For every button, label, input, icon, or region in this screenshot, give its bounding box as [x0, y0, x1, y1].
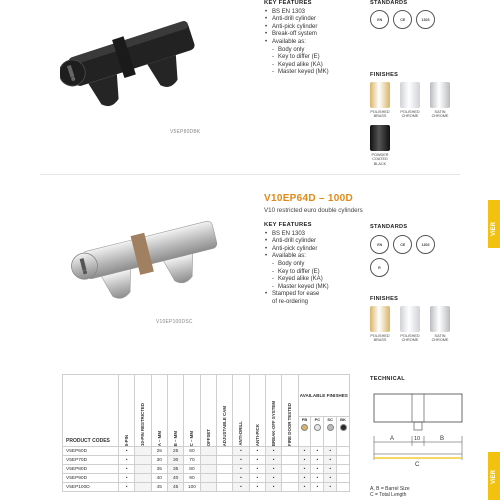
product-code-cell: V5EP80D [63, 465, 119, 474]
dim-label-c: C [415, 462, 420, 468]
key-feature-item: • BS EN 1303 [264, 9, 329, 17]
section-tab-label: VIER [491, 469, 497, 484]
table-cell: • [324, 483, 337, 492]
key-feature-item: - Master keyed (MK) [264, 69, 329, 77]
table-cell [200, 483, 216, 492]
finish-dot-icon [340, 424, 347, 431]
technical-note-1: A, B = Barrel Size [370, 486, 410, 492]
table-cell: • [311, 456, 324, 465]
cylinder-finish-icon [400, 306, 420, 332]
available-finishes-header: AVAILABLE FINISHES [298, 375, 349, 417]
key-feature-item: • Anti-pick cylinder [264, 246, 329, 254]
table-cell: 45 [167, 483, 183, 492]
finish-label: SATIN CHROME [431, 334, 449, 343]
product-code-cell: V5EP70D [63, 456, 119, 465]
table-cell: 90 [184, 474, 200, 483]
table-cell: 40 [151, 474, 167, 483]
table-cell [200, 474, 216, 483]
key-feature-item: - Key to differ (E) [264, 54, 329, 62]
table-cell: 60 [184, 447, 200, 456]
table-cell: • [119, 447, 135, 456]
table-cell: 70 [184, 456, 200, 465]
product-code-cell: V5EP60D [63, 447, 119, 456]
table-cell: • [233, 483, 249, 492]
finish-swatch [368, 306, 392, 343]
finish-dot-icon [314, 424, 321, 431]
table-cell: • [298, 456, 311, 465]
key-feature-item: - Keyed alike (KA) [264, 62, 329, 70]
table-cell: • [265, 483, 281, 492]
table-cell [282, 465, 298, 474]
technical-heading: TECHNICAL [370, 376, 406, 382]
product-subtitle: V10 restricted euro double cylinders [264, 207, 363, 214]
finishes-heading: FINISHES [370, 296, 399, 302]
column-header: C – MM [184, 375, 200, 447]
table-cell [282, 474, 298, 483]
table-cell [337, 465, 350, 474]
table-cell: 35 [151, 465, 167, 474]
table-cell: • [311, 465, 324, 474]
finish-label: SATIN CHROME [431, 110, 449, 119]
table-cell [135, 483, 151, 492]
column-header: ANTI-DRILL [233, 375, 249, 447]
table-cell: 45 [151, 483, 167, 492]
cylinder-finish-icon [430, 306, 450, 332]
finish-swatch [398, 82, 422, 119]
column-header: ANTI-PICK [249, 375, 265, 447]
table-row [63, 447, 350, 456]
table-cell: 35 [167, 465, 183, 474]
dim-label-10: 10 [414, 436, 421, 442]
table-cell [216, 483, 232, 492]
table-cell: • [119, 474, 135, 483]
finish-swatch [368, 82, 392, 119]
dim-label-a: A [390, 436, 395, 442]
chrome-cylinder-image [70, 206, 230, 306]
dim-label-b: B [440, 436, 445, 442]
table-cell: • [311, 474, 324, 483]
table-cell: • [298, 465, 311, 474]
product-codes-header: PRODUCT CODES [63, 375, 119, 447]
table-cell [282, 447, 298, 456]
cylinder-finish-icon [370, 82, 390, 108]
key-feature-item: of re-ordering [272, 298, 309, 305]
key-feature-item: • Available as: [264, 39, 329, 47]
standards-heading: STANDARDS [370, 0, 408, 6]
key-features-list [264, 231, 329, 307]
table-cell [135, 456, 151, 465]
table-cell: • [324, 474, 337, 483]
table-cell: 25 [167, 447, 183, 456]
product-section-v10 [0, 178, 500, 368]
finishes-swatches [368, 306, 452, 343]
bs-en-1303-badge-icon: EN [370, 10, 389, 29]
table-cell: • [298, 483, 311, 492]
table-cell [337, 483, 350, 492]
table-cell: • [249, 456, 265, 465]
table-cell [216, 465, 232, 474]
table-cell: • [233, 474, 249, 483]
table-cell [216, 474, 232, 483]
product-code-cell: V5EP90D [63, 474, 119, 483]
column-header: BREAK-OFF SYSTEM [265, 375, 281, 447]
finish-swatch [368, 125, 392, 166]
table-cell: • [311, 447, 324, 456]
table-cell [135, 474, 151, 483]
standards-heading: STANDARDS [370, 224, 408, 230]
table-cell [135, 447, 151, 456]
table-cell: 30 [167, 456, 183, 465]
table-cell: • [233, 447, 249, 456]
standards-badges-row2 [370, 258, 389, 277]
table-row [63, 483, 350, 492]
finish-label: POLISHED CHROME [400, 334, 420, 343]
finishes-heading: FINISHES [370, 72, 399, 78]
key-features-block [264, 0, 329, 77]
table-cell: 30 [151, 456, 167, 465]
table-row [63, 465, 350, 474]
table-cell [337, 456, 350, 465]
standards-badges [370, 235, 435, 254]
finish-column-header: PB [298, 417, 311, 447]
finish-column-header: SC [324, 417, 337, 447]
table-row [63, 456, 350, 465]
cylinder-finish-icon [370, 125, 390, 151]
cylinder-finish-icon [430, 82, 450, 108]
table-cell [200, 465, 216, 474]
table-cell: 100 [184, 483, 200, 492]
table-cell: • [233, 465, 249, 474]
key-feature-item: - Keyed alike (KA) [264, 276, 329, 284]
key-feature-item: - Key to differ (E) [264, 269, 329, 277]
table-cell: 25 [151, 447, 167, 456]
table-cell: • [249, 465, 265, 474]
key-feature-item: • Anti-drill cylinder [264, 16, 329, 24]
table-cell: • [249, 447, 265, 456]
column-header: 10-PIN RESTRICTED [135, 375, 151, 447]
technical-diagram [368, 388, 468, 483]
key-features-list [264, 9, 329, 77]
key-feature-item: - Master keyed (MK) [264, 284, 329, 292]
finish-label: POLISHED CHROME [400, 110, 420, 119]
restricted-key-badge-icon: R [370, 258, 389, 277]
finish-dot-icon [301, 424, 308, 431]
section-tab-label: VIER [491, 221, 497, 236]
key-features-heading: KEY FEATURES [264, 0, 312, 6]
section-tab-right [488, 200, 500, 248]
key-feature-item: • BS EN 1303 [264, 231, 329, 239]
table-cell [200, 456, 216, 465]
black-cylinder-image [60, 8, 210, 116]
table-cell: • [311, 483, 324, 492]
table-cell: • [119, 465, 135, 474]
table-cell: • [233, 456, 249, 465]
finish-label: POLISHED BRASS [370, 110, 390, 119]
image-caption: V5EP80DBK [170, 129, 201, 135]
key-feature-item: • Break-off system [264, 31, 329, 39]
finish-swatch [428, 306, 452, 343]
table-cell: • [249, 483, 265, 492]
product-title: V10EP64D – 100D [264, 193, 354, 204]
technical-note-2: C = Total Length [370, 492, 407, 498]
table-cell: • [324, 456, 337, 465]
key-feature-item: - Body only [264, 47, 329, 55]
finishes-swatches [368, 82, 468, 166]
certification-badge-icon: CE [393, 235, 412, 254]
table-cell: • [298, 474, 311, 483]
image-caption: V10EP100DSC [156, 319, 193, 325]
finish-label: POLISHED BRASS [370, 334, 390, 343]
table-cell: • [265, 447, 281, 456]
finish-swatch [428, 82, 452, 119]
product-codes-table [62, 374, 350, 492]
table-cell [337, 447, 350, 456]
table-cell [216, 456, 232, 465]
column-header: ADJUSTABLE CAM [216, 375, 232, 447]
column-header: A – MM [151, 375, 167, 447]
finish-label: POWDER COATED BLACK [371, 152, 389, 166]
table-cell: • [265, 456, 281, 465]
table-cell [337, 474, 350, 483]
grade-badge-icon: 1303 [416, 235, 435, 254]
table-cell: • [249, 474, 265, 483]
table-cell: • [324, 447, 337, 456]
cylinder-finish-icon [400, 82, 420, 108]
table-cell: 80 [184, 465, 200, 474]
table-cell [282, 483, 298, 492]
table-cell [216, 447, 232, 456]
finish-swatch [398, 306, 422, 343]
standards-badges [370, 10, 435, 29]
finish-column-header: BK [337, 417, 350, 447]
table-cell: • [324, 465, 337, 474]
table-cell [282, 456, 298, 465]
key-feature-item: • Available as: [264, 253, 329, 261]
column-header: B – MM [167, 375, 183, 447]
column-header: 5-PIN [119, 375, 135, 447]
grade-badge-icon: 1303 [416, 10, 435, 29]
finish-dot-icon [327, 424, 334, 431]
column-header: FIRE DOOR TESTED [282, 375, 298, 447]
key-feature-item: - Body only [264, 261, 329, 269]
product-code-cell: V5EP100D [63, 483, 119, 492]
table-cell: • [265, 465, 281, 474]
section-divider [40, 174, 460, 175]
key-feature-item: • Anti-pick cylinder [264, 24, 329, 32]
table-cell [200, 447, 216, 456]
table-cell [135, 465, 151, 474]
table-cell: • [298, 447, 311, 456]
table-cell: • [265, 474, 281, 483]
section-tab-bottom [488, 452, 500, 500]
key-feature-item: • Anti-drill cylinder [264, 238, 329, 246]
table-row [63, 474, 350, 483]
key-feature-item: • Stamped for ease [264, 291, 329, 299]
table-cell: • [119, 483, 135, 492]
product-section-v5 [0, 0, 500, 175]
table-cell: • [119, 456, 135, 465]
finish-column-header: PC [311, 417, 324, 447]
cylinder-finish-icon [370, 306, 390, 332]
key-features-heading: KEY FEATURES [264, 222, 312, 228]
bs-en-1303-badge-icon: EN [370, 235, 389, 254]
table-cell: 40 [167, 474, 183, 483]
technical-notes [370, 486, 410, 498]
key-features-block [264, 222, 329, 307]
certification-badge-icon: CE [393, 10, 412, 29]
column-header: OFFSET [200, 375, 216, 447]
